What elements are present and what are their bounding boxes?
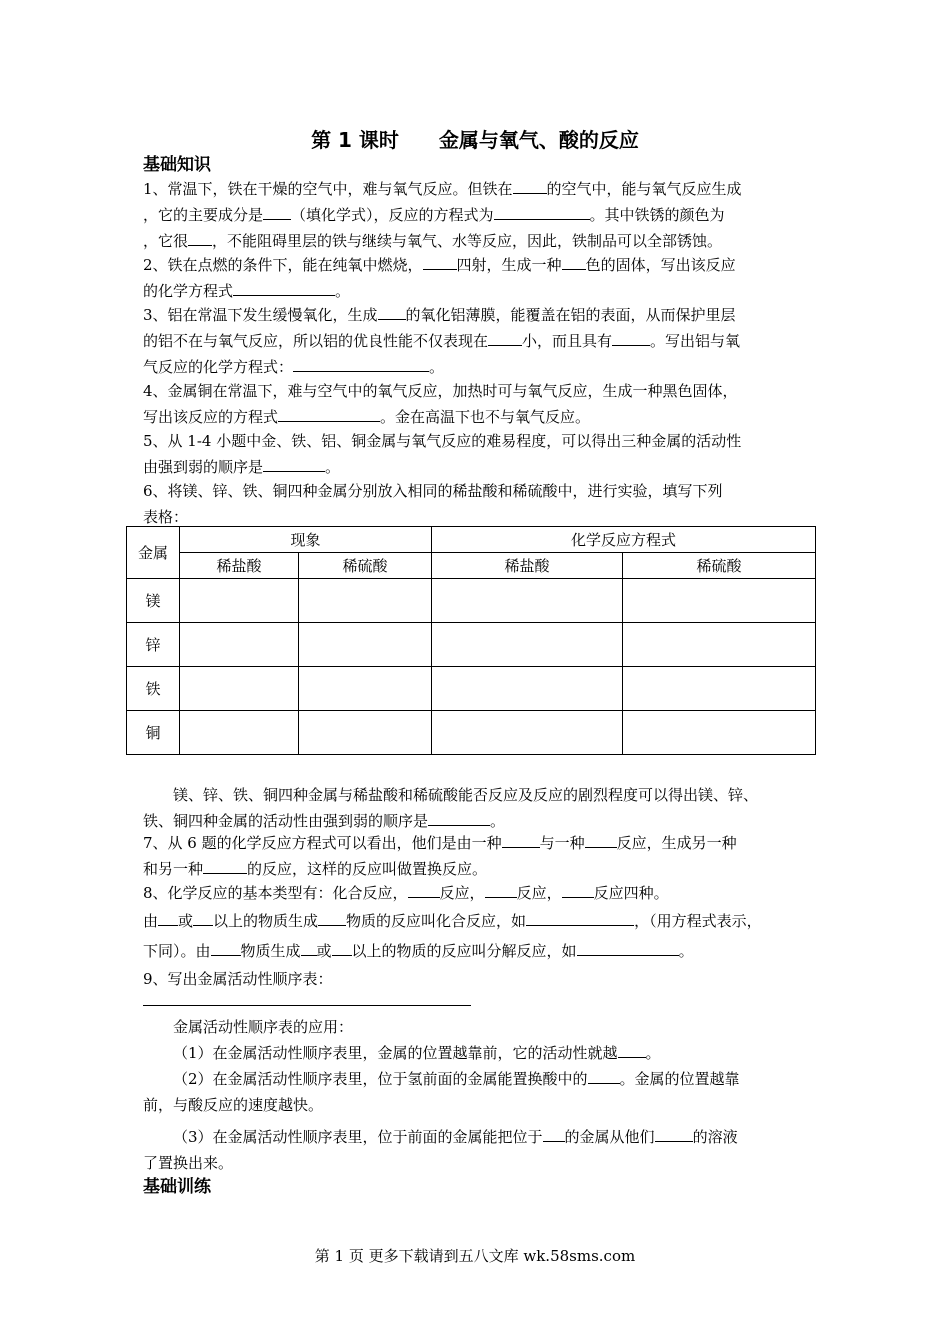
answer-cell[interactable] (623, 711, 816, 755)
blank[interactable] (203, 856, 247, 874)
answer-cell[interactable] (299, 579, 432, 623)
blank[interactable] (301, 938, 317, 956)
section-heading-basic-knowledge: 基础知识 (143, 155, 211, 175)
answer-cell[interactable] (432, 667, 623, 711)
table-conclusion: 镁、锌、铁、铜四种金属与稀盐酸和稀硫酸能否反应及反应的剧烈程度可以得出镁、锌、 铁、铜四种金属的活动性由强到弱的顺序是 。 (143, 786, 759, 830)
blank[interactable] (543, 1124, 565, 1142)
blank[interactable] (233, 278, 335, 296)
blank[interactable] (588, 1066, 620, 1084)
blank[interactable] (526, 908, 634, 926)
blank[interactable] (193, 908, 213, 926)
blank[interactable] (318, 908, 346, 926)
subheader-h2so4: 稀硫酸 (299, 553, 432, 579)
blank[interactable] (494, 202, 590, 220)
question-7: 7、从 6 题的化学反应方程式可以看出，他们是由一种 与一种 反应，生成另一种 和另一种 的反应，这样的反应叫做置换反应。 (143, 830, 818, 882)
subheader-hcl: 稀盐酸 (180, 553, 299, 579)
metal-reaction-table (126, 526, 816, 755)
answer-cell[interactable] (299, 623, 432, 667)
row-label-fe: 铁 (127, 667, 180, 711)
blank[interactable] (612, 328, 650, 346)
question-1: 1、常温下，铁在干燥的空气中，难与氧气反应。但铁在 的空气中，能与氧气反应生成 ，它的主要成分是 （填化学式），反应的方程式为 。其中铁锈的颜色为 ，它很 ，不能阻碍里层的铁与继续与氧气、水等反应，因此，铁制品可以全部锈蚀。 (143, 176, 818, 254)
blank[interactable] (488, 328, 522, 346)
question-9: 9、写出金属活动性顺序表： (143, 970, 333, 988)
table-row (127, 667, 816, 711)
answer-cell[interactable] (180, 711, 299, 755)
question-4: 4、金属铜在常温下，难与空气中的氧气反应，加热时可与氧气反应，生成一种黑色固体， 写出该反应的方程式 。金在高温下也不与氧气反应。 (143, 382, 738, 426)
blank[interactable] (502, 830, 540, 848)
answer-cell[interactable] (299, 667, 432, 711)
row-label-cu: 铜 (127, 711, 180, 755)
blank[interactable] (158, 908, 178, 926)
blank[interactable] (408, 880, 440, 898)
question-2: 2、铁在点燃的条件下，能在纯氧中燃烧， 四射，生成一种 色的固体，写出该反应 的化学方程式 。 (143, 252, 818, 304)
blank[interactable] (655, 1124, 693, 1142)
section-heading-basic-training: 基础训练 (143, 1177, 211, 1197)
blank[interactable] (378, 302, 406, 320)
page-footer: 第 1 页 更多下载请到五八文库 wk.58sms.com (314, 1247, 636, 1265)
blank[interactable] (562, 880, 594, 898)
activity-series-applications: 金属活动性顺序表的应用： （1）在金属活动性顺序表里，金属的位置越靠前，它的活动性就越 。 （2）在金属活动性顺序表里，位于氢前面的金属能置换酸中的 。金属的位置越靠 前，与酸反应的速度越快。 （3）在金属活动性顺序表里，位于前面的金属能把位于 的金属从他们 的溶液 了置换出来。 (143, 1018, 740, 1172)
blank[interactable] (332, 938, 352, 956)
answer-cell[interactable] (623, 579, 816, 623)
page-title (0, 124, 950, 153)
blank[interactable] (485, 880, 517, 898)
blank[interactable] (211, 938, 241, 956)
blank[interactable] (585, 830, 617, 848)
title-topic: 金属与氧气、酸的反应 (438, 128, 639, 152)
blank[interactable] (423, 252, 457, 270)
answer-cell[interactable] (623, 623, 816, 667)
answer-cell[interactable] (432, 623, 623, 667)
blank[interactable] (577, 938, 679, 956)
answer-line[interactable] (143, 1005, 471, 1006)
subheader-hcl: 稀盐酸 (432, 553, 623, 579)
subheader-h2so4: 稀硫酸 (623, 553, 816, 579)
answer-cell[interactable] (299, 711, 432, 755)
blank[interactable] (278, 404, 380, 422)
answer-cell[interactable] (180, 667, 299, 711)
blank[interactable] (562, 252, 586, 270)
answer-cell[interactable] (432, 579, 623, 623)
title-lesson: 第 1 课时 (311, 128, 399, 152)
row-label-mg: 镁 (127, 579, 180, 623)
answer-cell[interactable] (623, 667, 816, 711)
table-row (127, 623, 816, 667)
blank[interactable] (263, 454, 325, 472)
question-8: 8、化学反应的基本类型有：化合反应， 反应， 反应， 反应四种。 由 或 以上的物质生成 物质的反应叫化合反应，如 ，（用方程式表示， 下同）。由 物质生成 或 以上的物质的反应叫分解反应，如 。 (143, 880, 818, 966)
blank[interactable] (188, 228, 212, 246)
blank[interactable] (513, 176, 547, 194)
question-3: 3、铝在常温下发生缓慢氧化，生成 的氧化铝薄膜，能覆盖在铝的表面，从而保护里层 的铝不在与氧气反应，所以铝的优良性能不仅表现在 小，而且具有 。写出铝与氧 气反应的化学方程式： 。 (143, 302, 818, 380)
row-label-zn: 锌 (127, 623, 180, 667)
header-metal: 金属 (127, 527, 180, 579)
question-5: 5、从 1-4 小题中金、铁、铝、铜金属与氧气反应的难易程度，可以得出三种金属的活动性 由强到弱的顺序是 。 (143, 432, 742, 476)
answer-cell[interactable] (180, 623, 299, 667)
answer-cell[interactable] (180, 579, 299, 623)
header-phenomenon: 现象 (180, 527, 432, 553)
blank[interactable] (428, 808, 490, 826)
answer-cell[interactable] (432, 711, 623, 755)
blank[interactable] (618, 1040, 646, 1058)
blank[interactable] (293, 354, 429, 372)
blank[interactable] (263, 202, 291, 220)
table-row (127, 711, 816, 755)
header-equation: 化学反应方程式 (432, 527, 816, 553)
question-6: 6、将镁、锌、铁、铜四种金属分别放入相同的稀盐酸和稀硫酸中，进行实验，填写下列 表格： (143, 482, 723, 526)
table-row (127, 579, 816, 623)
